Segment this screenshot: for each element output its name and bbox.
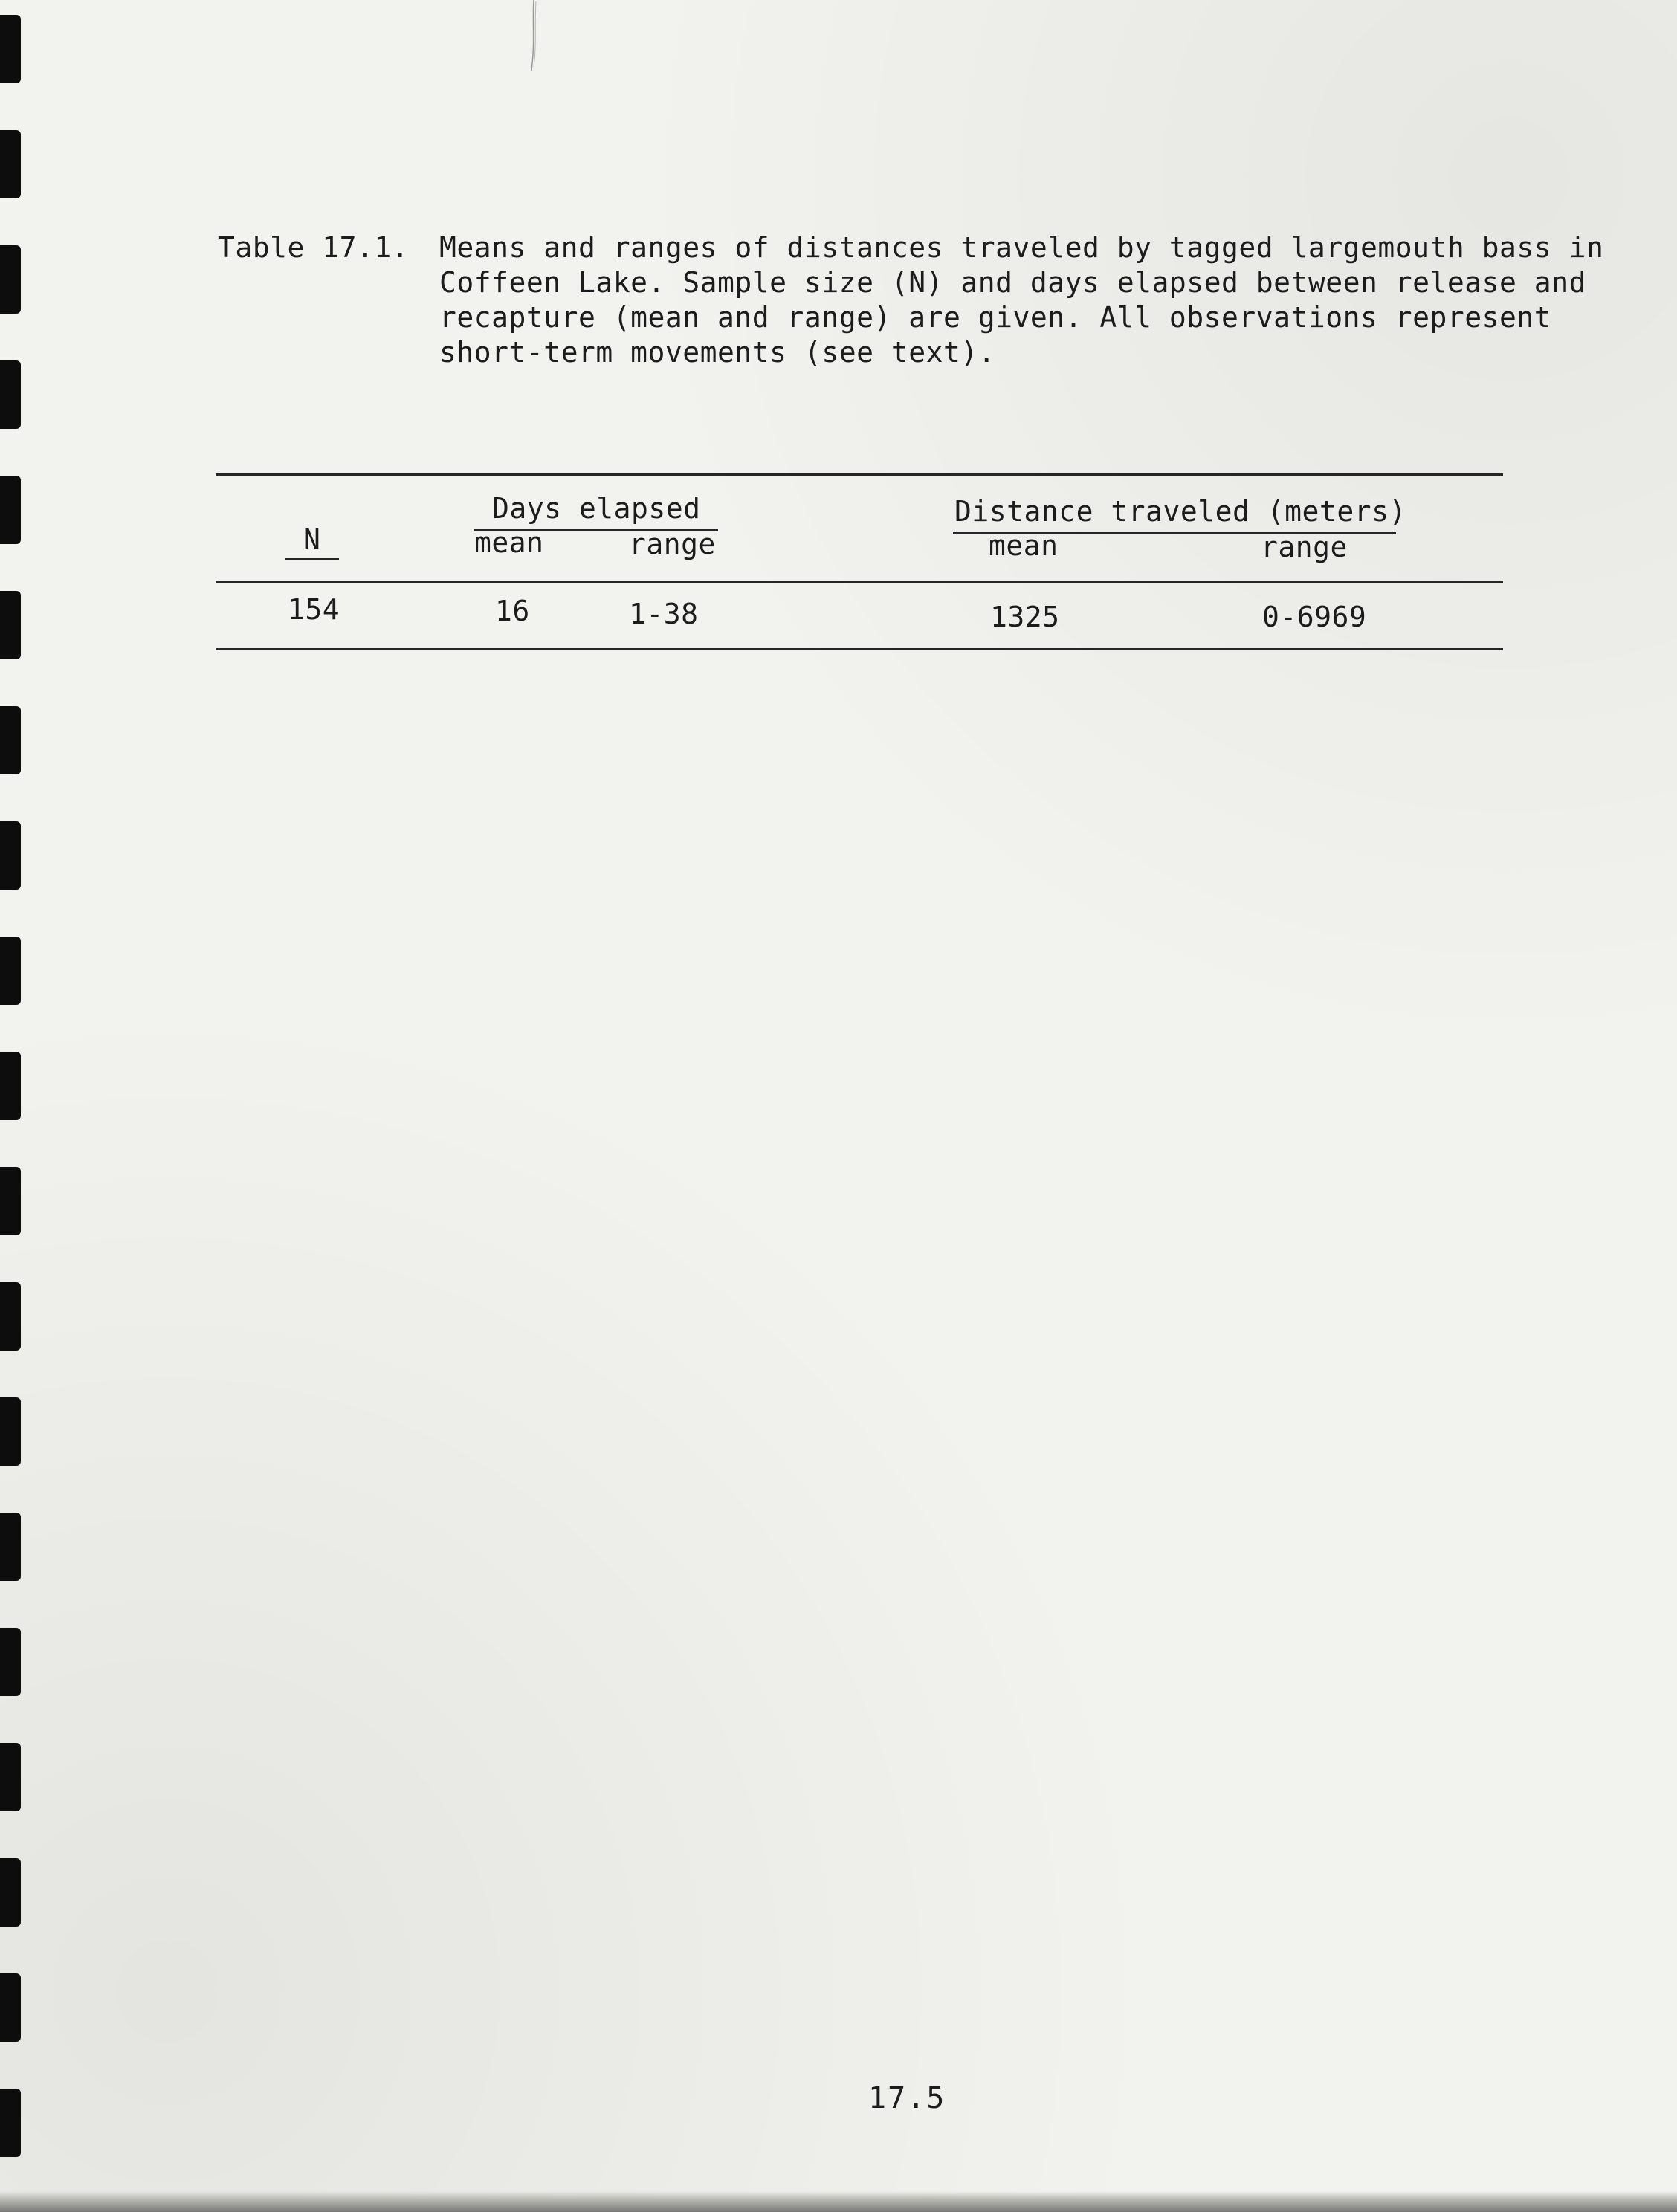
binder-hole xyxy=(0,706,21,774)
binder-hole xyxy=(0,2089,21,2157)
scan-edge xyxy=(0,2191,1677,2212)
binder-hole xyxy=(0,591,21,659)
header-distance-traveled: Distance traveled (meters) xyxy=(954,495,1406,528)
binder-hole xyxy=(0,245,21,314)
header-distance-mean: mean xyxy=(989,529,1059,562)
table-header-rule xyxy=(216,581,1503,583)
cell-days-mean: 16 xyxy=(495,595,530,627)
caption-line: Means and ranges of distances traveled by tagged largemouth bass in xyxy=(439,231,1604,264)
binder-hole xyxy=(0,130,21,198)
caption-line: Coffeen Lake. Sample size (N) and days elapsed between release and xyxy=(439,266,1586,299)
binder-hole xyxy=(0,1052,21,1120)
table-bottom-rule xyxy=(216,648,1503,650)
header-days-range: range xyxy=(629,528,716,560)
header-n: N xyxy=(303,523,321,556)
table-label: Table 17.1. xyxy=(218,231,410,264)
binder-hole xyxy=(0,1743,21,1811)
binder-hole xyxy=(0,821,21,890)
cell-distance-range: 0-6969 xyxy=(1262,601,1367,633)
cell-distance-mean: 1325 xyxy=(990,601,1060,633)
binder-holes xyxy=(0,0,30,2212)
binder-hole xyxy=(0,1167,21,1235)
caption-line: short-term movements (see text). xyxy=(439,336,996,369)
page-number: 17.5 xyxy=(868,2081,946,2115)
binder-hole xyxy=(0,476,21,544)
binder-hole xyxy=(0,1282,21,1351)
caption-line: recapture (mean and range) are given. All observations represent xyxy=(439,301,1552,334)
caption-text xyxy=(439,230,1604,370)
binder-hole xyxy=(0,360,21,429)
binder-hole xyxy=(0,1973,21,2042)
table-top-rule xyxy=(216,473,1503,476)
pencil-mark xyxy=(529,0,538,74)
binder-hole xyxy=(0,1858,21,1927)
header-distance-range: range xyxy=(1261,531,1348,563)
binder-hole xyxy=(0,937,21,1005)
cell-days-range: 1-38 xyxy=(629,598,699,630)
n-underline xyxy=(285,558,339,560)
binder-hole xyxy=(0,15,21,83)
binder-hole xyxy=(0,1513,21,1581)
binder-hole xyxy=(0,1628,21,1696)
header-days-mean: mean xyxy=(474,526,544,559)
cell-n: 154 xyxy=(288,593,340,626)
header-days-elapsed: Days elapsed xyxy=(492,492,701,525)
binder-hole xyxy=(0,1397,21,1466)
